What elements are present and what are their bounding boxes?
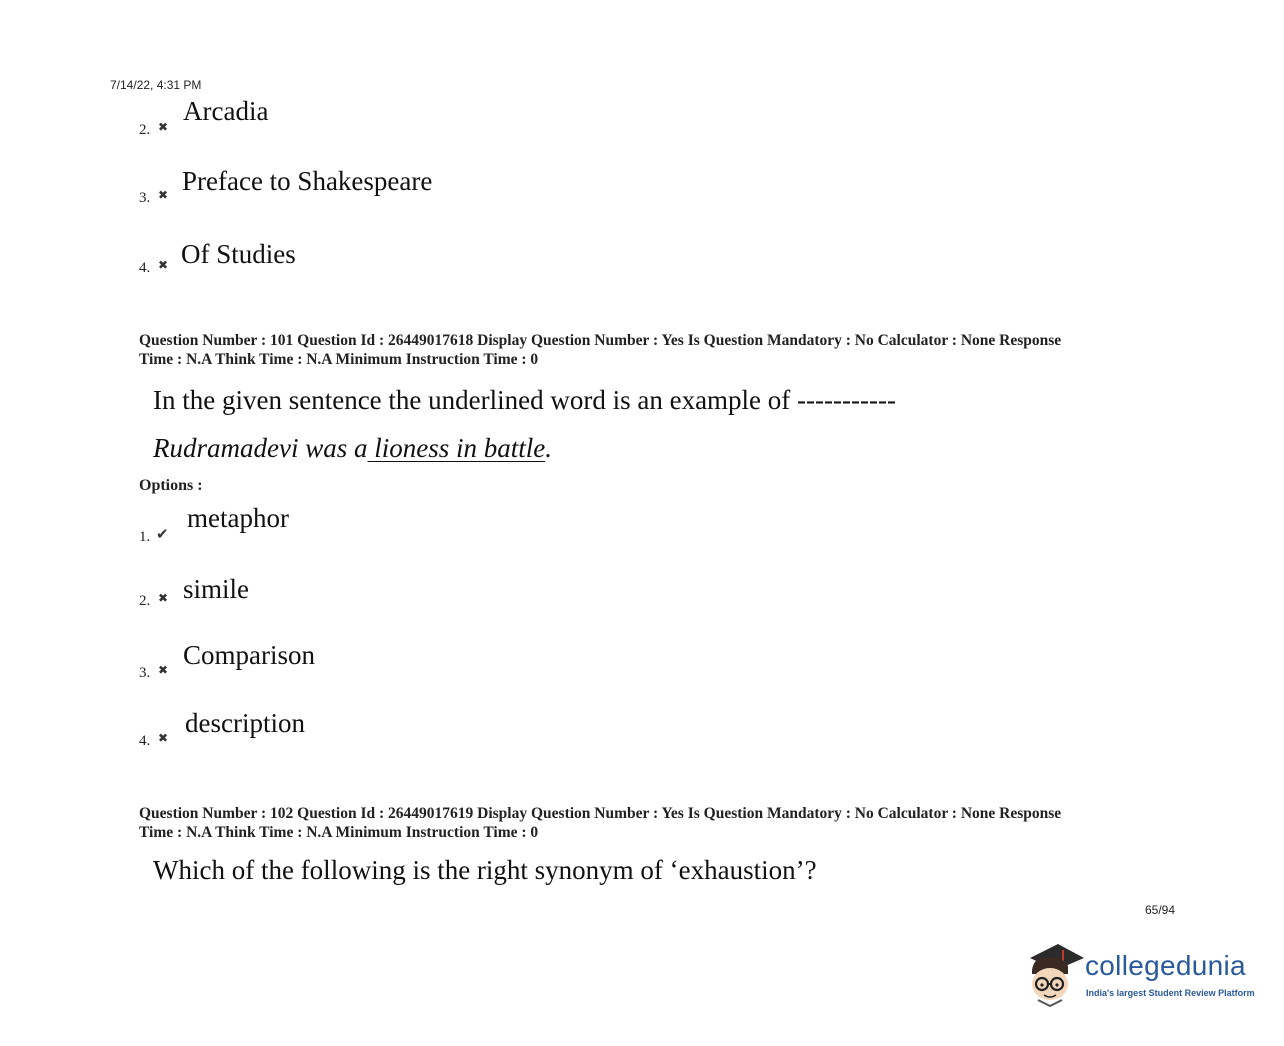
option-text: Comparison bbox=[183, 640, 315, 670]
question-meta-line-1: Question Number : 101 Question Id : 26449017618 Display Question Number : Yes Is Question Mandatory : No Calculator : None Response bbox=[139, 332, 1062, 349]
question-text: In the given sentence the underlined word is an example of ----------- bbox=[153, 385, 896, 415]
question-meta-line-2: Time : N.A Think Time : N.A Minimum Instruction Time : 0 bbox=[139, 824, 539, 841]
question-meta-line-1: Question Number : 102 Question Id : 26449017619 Display Question Number : Yes Is Question Mandatory : No Calculator : None Response bbox=[139, 805, 1062, 822]
option-text: Of Studies bbox=[181, 239, 296, 269]
question-text: Which of the following is the right synonym of ‘exhaustion’? bbox=[153, 855, 817, 885]
sentence-prefix: Rudramadevi was a bbox=[153, 433, 368, 463]
option-number: 3. bbox=[139, 665, 151, 681]
cross-mark-icon: ✖ bbox=[158, 731, 169, 745]
option-text: Preface to Shakespeare bbox=[182, 166, 433, 196]
option-number: 4. bbox=[139, 733, 151, 749]
option-number: 2. bbox=[139, 593, 151, 609]
brand-name: collegedunia bbox=[1085, 950, 1246, 981]
option-text: description bbox=[185, 708, 305, 738]
option-number: 1. bbox=[139, 529, 151, 545]
check-mark-icon: ✔ bbox=[156, 525, 169, 543]
cross-mark-icon: ✖ bbox=[158, 258, 169, 272]
brand-tagline: India's largest Student Review Platform bbox=[1086, 988, 1255, 998]
sentence-suffix: . bbox=[545, 433, 552, 463]
option-number: 2. bbox=[139, 122, 151, 138]
question-meta-line-2: Time : N.A Think Time : N.A Minimum Instruction Time : 0 bbox=[139, 351, 539, 368]
page-number: 65/94 bbox=[1145, 903, 1176, 917]
option-number: 3. bbox=[139, 190, 151, 206]
options-label: Options : bbox=[139, 477, 203, 494]
mascot-logo-icon bbox=[1024, 940, 1086, 1008]
cross-mark-icon: ✖ bbox=[158, 663, 169, 677]
cross-mark-icon: ✖ bbox=[158, 188, 169, 202]
example-sentence bbox=[153, 433, 552, 464]
option-text: Arcadia bbox=[183, 96, 269, 126]
option-text: metaphor bbox=[187, 503, 289, 533]
cross-mark-icon: ✖ bbox=[158, 120, 169, 134]
sentence-underlined: lioness in battle bbox=[367, 433, 546, 463]
option-number: 4. bbox=[139, 260, 151, 276]
cross-mark-icon: ✖ bbox=[158, 591, 169, 605]
option-text: simile bbox=[183, 574, 249, 604]
print-timestamp: 7/14/22, 4:31 PM bbox=[110, 78, 202, 92]
